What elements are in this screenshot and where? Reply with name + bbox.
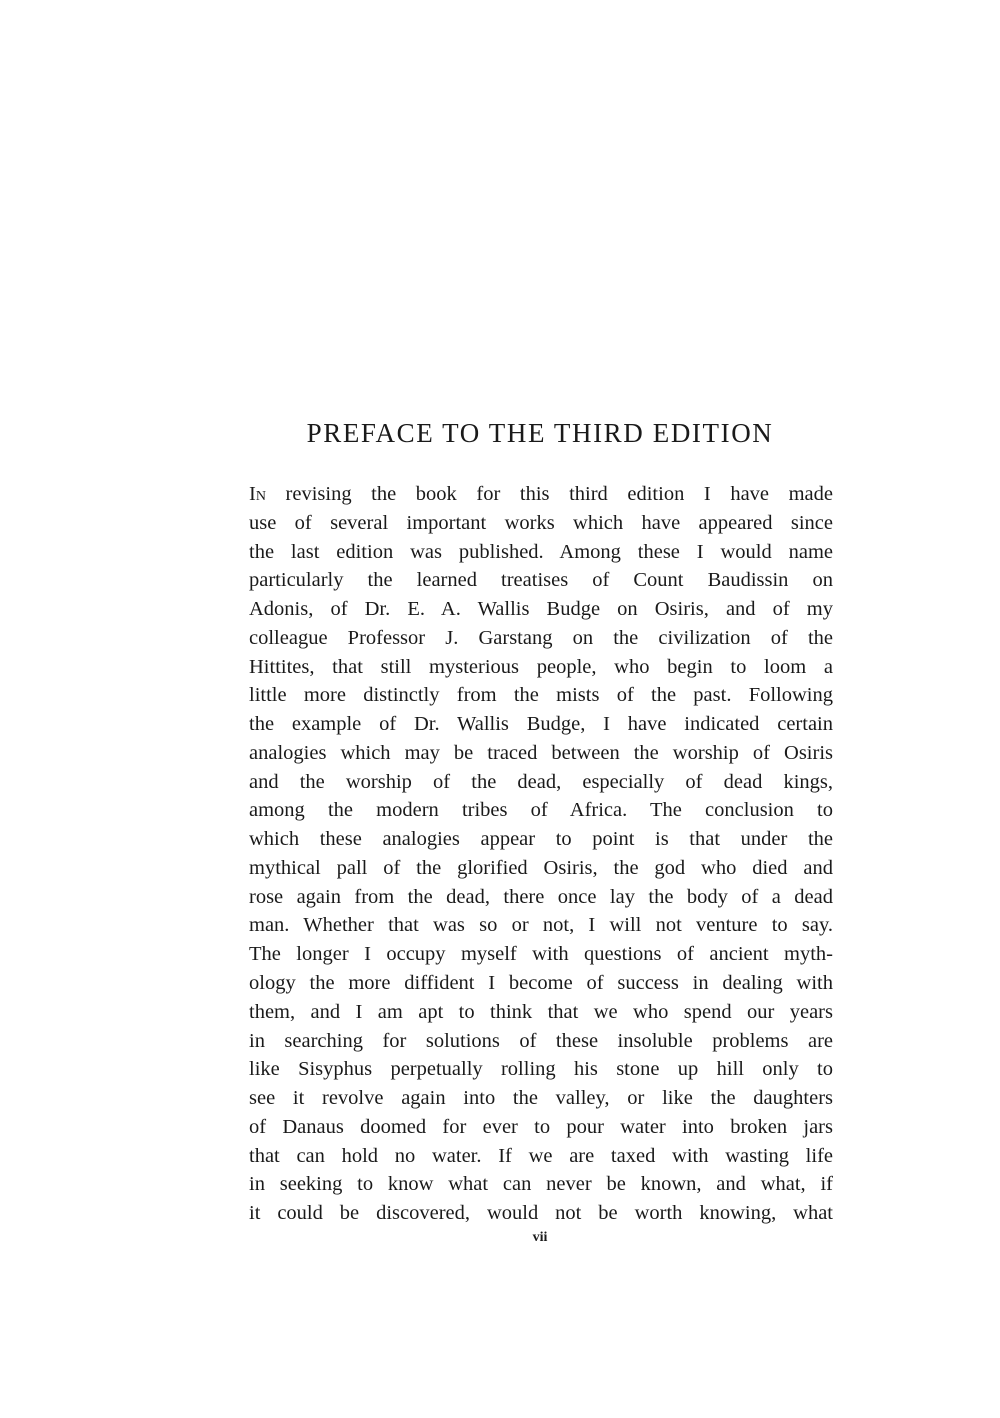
text-line: use of several important works which have appeared since [249,511,833,534]
text-line: which these analogies appear to point is that under the [249,828,833,851]
text-line [249,480,833,509]
text-line: and the worship of the dead, especially of dead kings, [249,770,833,793]
text-line: the last edition was published. Among these I would name [249,540,833,563]
text-line: man. Whether that was so or not, I will not venture to say. [249,914,833,937]
text-line: among the modern tribes of Africa. The conclusion to [249,799,833,822]
text-line: rose again from the dead, there once lay the body of a dead [249,885,833,908]
preface-body [249,480,833,1228]
page-number: vii [532,1230,548,1245]
text-line: Hittites, that still mysterious people, who begin to loom a [249,655,833,678]
text-line: colleague Professor J. Garstang on the civilization of the [249,626,833,649]
text-line: ology the more diffident I become of success in dealing with [249,972,833,995]
page-title: PREFACE TO THE THIRD EDITION [306,418,774,448]
text-line: it could be discovered, would not be worth knowing, what [249,1202,833,1225]
text-line: in searching for solutions of these insoluble problems are [249,1029,833,1052]
text-line: them, and I am apt to think that we who spend our years [249,1000,833,1023]
text-line: of Danaus doomed for ever to pour water into broken jars [249,1115,833,1138]
text-line: see it revolve again into the valley, or like the daughters [249,1087,833,1110]
text-line: particularly the learned treatises of Count Baudissin on [249,569,833,592]
first-word-small-caps: In [249,483,266,505]
text-line-content: revising the book for this third edition I have made [265,483,833,505]
text-line: that can hold no water. If we are taxed with wasting life [249,1144,833,1167]
text-line: little more distinctly from the mists of the past. Following [249,684,833,707]
text-line: analogies which may be traced between the worship of Osiris [249,741,833,764]
text-line: like Sisyphus perpetually rolling his stone up hill only to [249,1058,833,1081]
text-line: the example of Dr. Wallis Budge, I have indicated certain [249,713,833,736]
text-line: in seeking to know what can never be known, and what, if [249,1173,833,1196]
text-line: mythical pall of the glorified Osiris, the god who died and [249,856,833,879]
text-line: The longer I occupy myself with questions of ancient myth- [249,943,833,966]
text-line: Adonis, of Dr. E. A. Wallis Budge on Osiris, and of my [249,598,833,621]
